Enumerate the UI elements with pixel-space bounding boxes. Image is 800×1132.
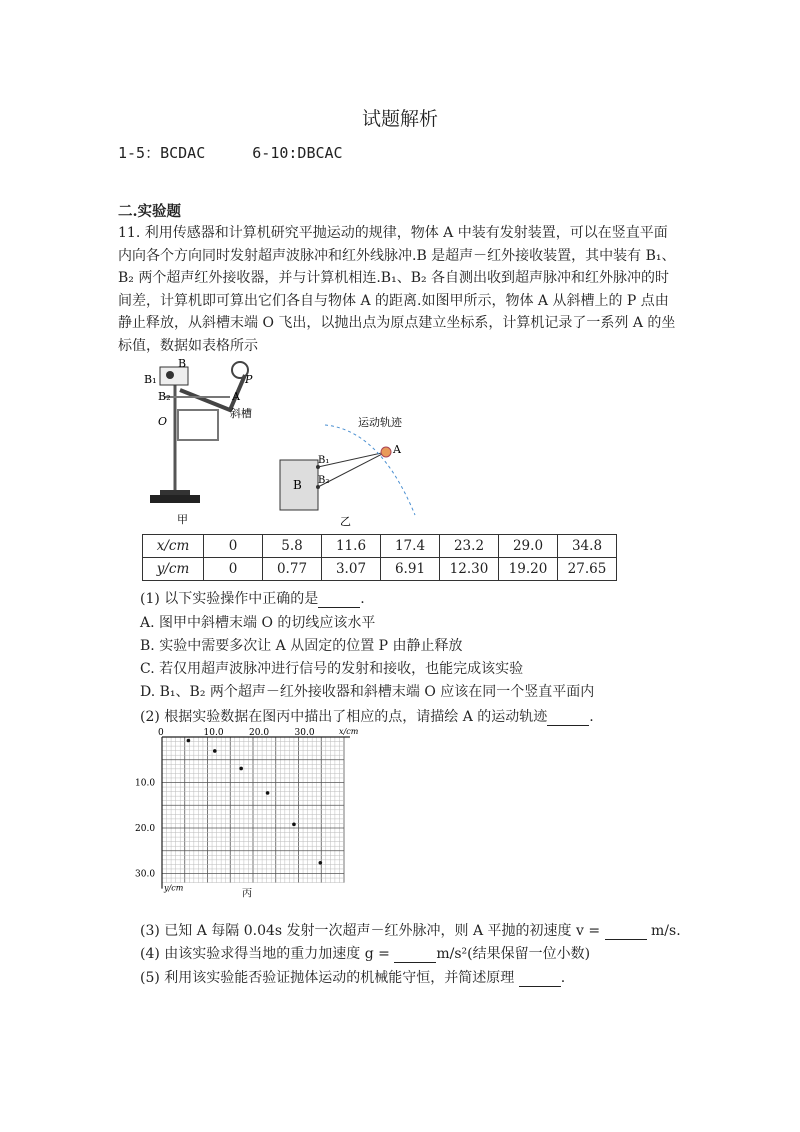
y-tick-label: 10.0 [135,778,156,789]
page-title: 试题解析 [361,108,438,130]
table-cell: 17.4 [381,535,440,558]
apparatus-figure [140,355,270,525]
table-cell: 19.20 [499,558,558,581]
answers-6-10: 6-10:DBCAC [252,144,343,162]
label-yi-B1: B₁ [318,455,330,466]
data-point [292,823,296,827]
label-O: O [158,415,168,428]
table-cell: 29.0 [499,535,558,558]
sub-question-3: (3) 已知 A 每隔 0.04s 发射一次超声－红外脉冲，则 A 平抛的初速度 v = m/s. [140,923,681,939]
table-cell: 34.8 [558,535,617,558]
question-text: 11. 利用传感器和计算机研究平抛运动的规律，物体 A 中装有发射装置，可以在竖直平面内向各个方向同时发射超声波脉冲和红外线脉冲.B 是超声－红外接收装置，其中装有 B₁、B₂ 两个超声红外接收器，并与计算机相连.B₁、B₂ 各自测出收到超声脉冲和红外脉冲的时间差，计算机即可算出它们各自与物体 A 的距离.如图甲所示，物体 A 从斜槽上的 P 点由静止释放，从斜槽末端 O 飞出，以抛出点为原点建立坐标系，计算机记录了一系列 A 的坐标值，数据如表格所示 [118,225,676,354]
y-axis-label: y/cm [164,883,184,893]
label-yi-A: A [393,443,401,456]
label-B: B [178,357,187,370]
answers-1-5: 1-5：BCDAC [118,144,206,162]
table-header-x: x/cm [143,535,204,558]
answer-key [118,142,381,163]
x-tick-label: 10.0 [203,728,224,738]
label-P: P [245,373,253,386]
label-yi-B2: B₂ [318,475,330,486]
label-B2: B₂ [158,390,171,403]
label-A: A [232,390,240,403]
answer-blank-2[interactable] [547,711,589,726]
data-point [266,791,270,795]
trajectory-figure [270,415,430,530]
option-c: C. 若仅用超声波脉冲进行信号的发射和接收，也能完成该实验 [140,661,524,677]
sub-question-4: (4) 由该实验求得当地的重力加速度 g = m/s²(结果保留一位小数) [140,946,591,962]
answer-blank-3[interactable] [605,925,647,940]
x-tick-label: 20.0 [249,728,270,738]
table-cell: 11.6 [322,535,381,558]
caption-jia: 甲 [177,513,188,526]
option-a: A. 图甲中斜槽末端 O 的切线应该水平 [140,615,376,631]
table-row-y [143,558,617,581]
label-B1: B₁ [144,373,157,386]
answer-blank-5[interactable] [519,972,561,987]
label-track: 运动轨迹 [358,416,402,429]
sub-question-1: (1) 以下实验操作中正确的是 . [140,591,365,607]
table-cell: 3.07 [322,558,381,581]
answer-blank-4[interactable] [394,948,436,963]
label-chute: 斜槽 [230,407,252,420]
data-point [213,749,217,753]
caption-yi: 乙 [340,515,351,528]
table-cell: 6.91 [381,558,440,581]
table-cell: 0 [204,558,263,581]
y-tick-label: 20.0 [135,824,156,834]
caption-bing: 丙 [242,888,252,900]
x-tick-label: 30.0 [294,728,315,738]
section-heading: 二.实验题 [118,203,182,220]
data-point [319,861,323,865]
box-B-label: B [293,478,302,492]
data-point [187,739,191,743]
option-d: D. B₁、B₂ 两个超声－红外接收器和斜槽末端 O 应该在同一个竖直平面内 [140,684,595,700]
table-row-x [143,535,617,558]
data-point [239,767,243,771]
x-axis-label: x/cm [339,727,359,736]
sub-question-5: (5) 利用该实验能否验证抛体运动的机械能守恒，并简述原理 . [140,970,566,986]
table-header-y: y/cm [143,558,204,581]
x-tick-label: 0 [158,728,164,738]
table-cell: 5.8 [263,535,322,558]
data-table [142,534,617,581]
sub-question-2: (2) 根据实验数据在图丙中描出了相应的点，请描绘 A 的运动轨迹 . [140,709,594,725]
y-tick-label: 30.0 [135,869,156,880]
answer-blank-1[interactable] [318,593,360,608]
option-b: B. 实验中需要多次让 A 从固定的位置 P 由静止释放 [140,638,463,654]
table-cell: 23.2 [440,535,499,558]
table-cell: 0 [204,535,263,558]
table-cell: 27.65 [558,558,617,581]
table-cell: 12.30 [440,558,499,581]
grid-figure [135,727,359,900]
table-cell: 0.77 [263,558,322,581]
